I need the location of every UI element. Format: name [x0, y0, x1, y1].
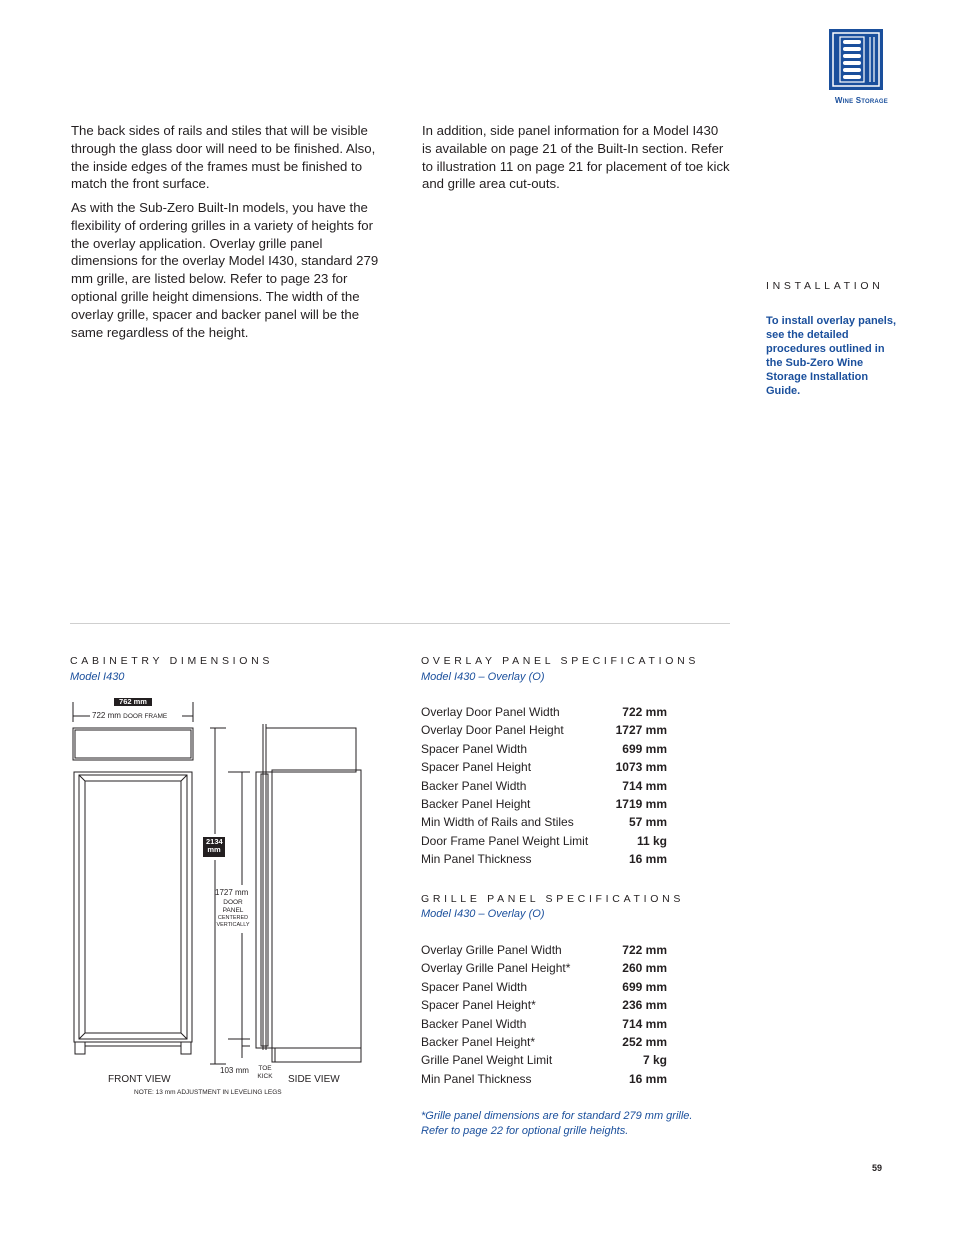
spec-label: Grille Panel Weight Limit — [421, 1053, 553, 1068]
cabinetry-subheading: Model I430 — [70, 671, 125, 683]
height-tag — [203, 837, 225, 857]
spec-label: Overlay Door Panel Height — [421, 723, 564, 738]
cabinet-drawing — [60, 690, 380, 1070]
spec-label: Backer Panel Height* — [421, 1034, 536, 1049]
cabinetry-heading: CABINETRY DIMENSIONS — [70, 655, 274, 667]
spec-label: Min Width of Rails and Stiles — [421, 815, 574, 830]
spec-row — [421, 723, 667, 741]
spec-value: 11 kg — [636, 833, 667, 848]
spec-row — [421, 760, 667, 778]
spec-row — [421, 779, 667, 797]
grille-footnote: *Grille panel dimensions are for standard 279 mm grille. Refer to page 22 for optional grille heights. — [421, 1110, 693, 1137]
height-value: 2134 mm — [206, 837, 223, 854]
spec-value: 16 mm — [628, 852, 667, 867]
spec-value: 1727 mm — [615, 723, 667, 738]
spec-label: Spacer Panel Height — [421, 760, 532, 775]
spec-row — [421, 1053, 667, 1071]
spec-value: 252 mm — [622, 1034, 667, 1049]
spec-label: Spacer Panel Height* — [421, 998, 536, 1013]
door-frame-value: 722 mm — [92, 711, 121, 720]
installation-heading: INSTALLATION — [766, 280, 884, 292]
spec-value: 16 mm — [628, 1071, 667, 1086]
door-panel-label — [217, 899, 249, 915]
spec-row — [421, 943, 667, 961]
door-panel-note — [210, 915, 256, 929]
spec-value: 1073 mm — [615, 760, 667, 775]
door-panel-label-text: DOOR PANEL — [222, 899, 244, 914]
section-divider — [70, 623, 730, 624]
spec-label: Min Panel Thickness — [421, 1071, 532, 1086]
spec-row — [421, 815, 667, 833]
spec-value: 722 mm — [622, 705, 667, 719]
spec-label: Door Frame Panel Weight Limit — [421, 833, 589, 848]
spec-label: Min Panel Thickness — [421, 852, 532, 867]
spec-value: 57 mm — [628, 815, 667, 830]
spec-row — [421, 1072, 667, 1090]
door-frame-dimension — [92, 711, 167, 720]
grille-heading: GRILLE PANEL SPECIFICATIONS — [421, 893, 685, 905]
grille-spec-table — [421, 943, 667, 1090]
page-number: 59 — [871, 1163, 882, 1173]
spec-value: 714 mm — [622, 1016, 667, 1031]
door-panel-note-text: CENTERED VERTICALLY — [216, 915, 250, 928]
spec-value: 260 mm — [622, 961, 667, 976]
spec-label: Backer Panel Width — [421, 778, 527, 793]
spec-row — [421, 742, 667, 760]
spec-value: 236 mm — [622, 998, 667, 1013]
overlay-heading: OVERLAY PANEL SPECIFICATIONS — [421, 655, 700, 667]
spec-label: Backer Panel Height — [421, 796, 531, 811]
leveling-legs-note: NOTE: 13 mm ADJUSTMENT IN LEVELING LEGS — [134, 1089, 282, 1096]
spec-value: 1719 mm — [615, 796, 667, 811]
body-paragraph-1: The back sides of rails and stiles that will be visible through the glass door will need to be finished. Also, the inside edges of the frames must be finished to match the front surface. — [71, 123, 376, 192]
spec-row — [421, 705, 667, 723]
spec-value: 714 mm — [622, 778, 667, 793]
spec-row — [421, 1035, 667, 1053]
installation-note: To install overlay panels, see the detailed procedures outlined in the Sub-Zero Wine Storage Installation Guide. — [766, 315, 897, 397]
wine-rack-icon — [829, 29, 883, 90]
side-view-label: SIDE VIEW — [288, 1074, 340, 1085]
spec-value: 7 kg — [642, 1053, 667, 1068]
door-panel-value: 1727 mm — [215, 888, 249, 897]
spec-row — [421, 1017, 667, 1035]
spec-row — [421, 797, 667, 815]
body-paragraph-3: In addition, side panel information for a Model I430 is available on page 21 of the Built-In section. Refer to illustration 11 on page 21 for placement of toe kick and grille area cut-outs. — [422, 123, 730, 192]
overlay-spec-table — [421, 705, 667, 871]
spec-row — [421, 834, 667, 852]
spec-value: 722 mm — [622, 943, 667, 957]
door-frame-label: DOOR FRAME — [123, 713, 168, 720]
spec-row — [421, 852, 667, 870]
body-paragraph-2: As with the Sub-Zero Built-In models, you have the flexibility of ordering grilles in a variety of heights for the overlay application. Overlay grille panel dimensions for the overlay Model I430, standard 279 mm grille, are listed below. Refer to page 23 for optional grille height dimensions. The width of the overlay grille, spacer and backer panel will be the same regardless of the height. — [71, 200, 379, 340]
toe-kick-label-text: TOE KICK — [257, 1065, 273, 1080]
spec-value: 699 mm — [622, 979, 667, 994]
spec-row — [421, 998, 667, 1016]
spec-label: Overlay Grille Panel Height* — [421, 961, 571, 976]
spec-label: Backer Panel Width — [421, 1016, 527, 1031]
spec-row — [421, 980, 667, 998]
spec-label: Spacer Panel Width — [421, 979, 528, 994]
logo-caption: Wine Storage — [834, 96, 888, 105]
grille-subheading: Model I430 – Overlay (O) — [421, 908, 545, 920]
overall-width-tag: 762 mm — [114, 698, 152, 706]
wine-storage-logo — [829, 29, 883, 90]
spec-label: Overlay Door Panel Width — [421, 705, 560, 719]
overlay-subheading: Model I430 – Overlay (O) — [421, 671, 545, 683]
toe-kick-value: 103 mm — [220, 1066, 249, 1075]
spec-label: Spacer Panel Width — [421, 741, 528, 756]
front-view-label: FRONT VIEW — [108, 1074, 171, 1085]
toe-kick-label — [255, 1065, 275, 1081]
spec-value: 699 mm — [622, 741, 667, 756]
spec-label: Overlay Grille Panel Width — [421, 943, 562, 957]
spec-row — [421, 961, 667, 979]
